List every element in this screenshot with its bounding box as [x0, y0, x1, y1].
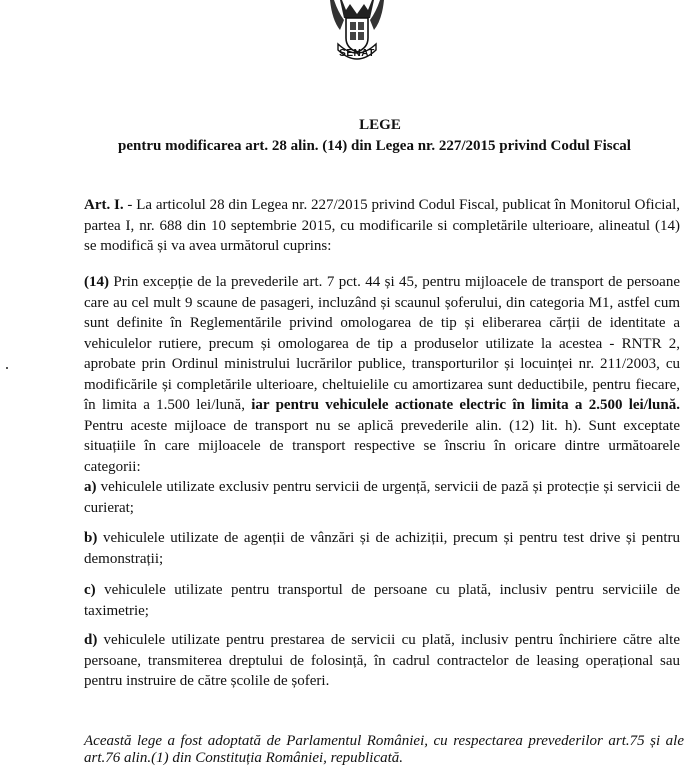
paragraph-14-text-a: Prin excepție de la prevederile art. 7 pct. 44 și 45, pentru mijloacele de transport de persoane care au cel mult 9 scaune de pasageri, incluzând și scaunul șoferului, din categoria M1, astfel cum sunt definite în Reglementările privind omologarea de tip și eliberarea cărții de identitate a vehiculelor rutiere, precum și omologarea de tip a produselor utilizate la acestea - RNTR 2, aprobate prin Ordinul ministrului lucrărilor publice, transporturilor și locuinței nr. 211/2003, cu modificările și completările ulterioare, cheltuielile cu amortizarea sunt deductibile, pentru fiecare, în limita a 1.500 lei/lună,	[84, 274, 680, 413]
list-item-label: b)	[84, 530, 98, 546]
list-item-text: vehiculele utilizate exclusiv pentru servicii de urgență, servicii de pază și protecție și servicii de curierat;	[84, 479, 680, 516]
list-item-label: a)	[84, 479, 97, 495]
list-item-d	[84, 630, 680, 692]
scan-artifact-dot	[6, 367, 8, 369]
article-1-text: - La articolul 28 din Legea nr. 227/2015 privind Codul Fiscal, publicat în Monitorul Oficial, partea I, nr. 688 din 10 septembrie 2015, cu modificarile si completările ulterioare, alineatul (14) se modifică și va avea următorul cuprins:	[84, 197, 681, 254]
list-item-text: vehiculele utilizate pentru prestarea de servicii cu plată, inclusiv pentru închiriere către alte persoane, transmiterea dreptului de folosință, în cadrul contractelor de leasing operațional sau pentru instruire de către școlile de șoferi.	[84, 632, 680, 689]
list-item-b	[84, 528, 680, 569]
document-subtitle: pentru modificarea art. 28 alin. (14) din Legea nr. 227/2015 privind Codul Fiscal	[118, 138, 631, 154]
coat-of-arms-graphic	[322, 0, 392, 70]
list-item-c	[84, 580, 680, 621]
document-title: LEGE	[359, 117, 401, 133]
paragraph-14	[84, 272, 680, 477]
list-item-text: vehiculele utilizate pentru transportul de persoane cu plată, inclusiv pentru serviciile de taximetrie;	[84, 582, 680, 619]
list-item-label: d)	[84, 632, 98, 648]
list-item-label: c)	[84, 582, 96, 598]
paragraph-14-label: (14)	[84, 274, 109, 290]
list-item-a	[84, 477, 680, 518]
paragraph-14-text-b: Pentru aceste mijloace de transport nu se aplică prevederile alin. (12) lit. h). Sunt exceptate situațiile în care mijloacele de transport respective se înscriu în oricare dintre următoarele categorii:	[84, 417, 680, 475]
paragraph-14-bold-text: iar pentru vehiculele actionate electric în limita a 2.500 lei/lună.	[251, 397, 680, 413]
emblem-label: SENAT	[339, 48, 375, 59]
closing-statement: Această lege a fost adoptată de Parlamentul României, cu respectarea prevederilor art.75 și ale art.76 alin.(1) din Constituția României, republicată.	[84, 733, 684, 766]
senate-coat-of-arms-icon	[322, 0, 392, 70]
list-item-text: vehiculele utilizate de agenții de vânzări și de achiziții, precum și pentru test drive și pentru demonstrații;	[84, 530, 680, 567]
article-1-label: Art. I.	[84, 197, 124, 213]
article-1	[84, 195, 680, 257]
